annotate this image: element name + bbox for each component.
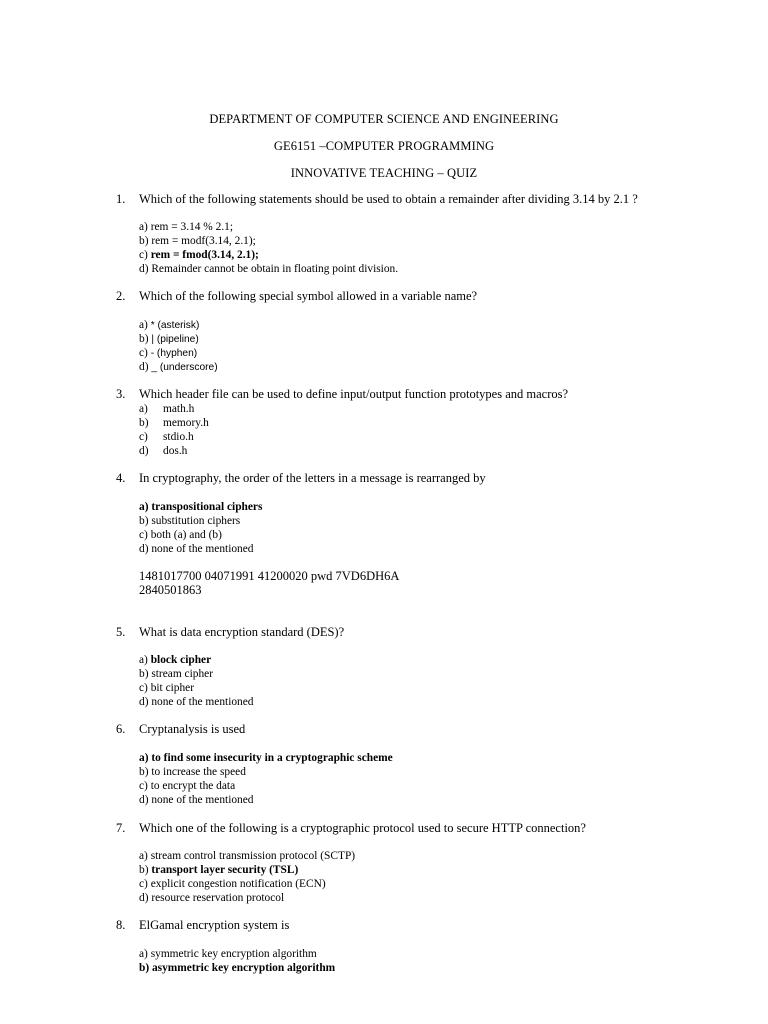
option: d) none of the mentioned [139, 543, 254, 555]
question-text: ElGamal encryption system is [139, 918, 290, 932]
question-6-options [139, 751, 393, 807]
course-title: GE6151 –COMPUTER PROGRAMMING [273, 139, 495, 153]
question-text: What is data encryption standard (DES)? [139, 625, 345, 639]
option-correct [139, 863, 355, 877]
option: d) resource reservation protocol [139, 892, 285, 904]
option: b) rem = modf(3.14, 2.1); [139, 235, 256, 247]
question-7-options [139, 849, 355, 905]
option: c) bit cipher [139, 682, 195, 694]
option-text: stdio.h [163, 431, 194, 443]
option: b) to increase the speed [139, 766, 246, 778]
question-4-options [139, 500, 262, 556]
question-3-options [139, 402, 209, 458]
option [139, 416, 209, 430]
option-letter: a) [139, 403, 148, 415]
option-prefix: b) [139, 333, 152, 345]
question-text: Which one of the following is a cryptographic protocol used to secure HTTP connection? [139, 821, 586, 835]
option: a) symmetric key encryption algorithm [139, 948, 317, 960]
handwritten-note-line: 1481017700 04071991 41200020 pwd 7VD6DH6A [139, 569, 400, 583]
option-prefix: c) [139, 249, 151, 261]
option [139, 318, 218, 332]
option-prefix: b) [139, 864, 152, 876]
option-letter: d) [139, 445, 149, 457]
question-text: Which of the following statements should be used to obtain a remainder after dividing 3.14 by 2.1 ? [139, 192, 638, 206]
question-8-options [139, 947, 335, 975]
option-correct: b) asymmetric key encryption algorithm [139, 962, 336, 974]
option: d) none of the mentioned [139, 696, 254, 708]
question-number: 7. [116, 821, 126, 835]
option-text: math.h [163, 403, 195, 415]
option-letter: c) [139, 431, 148, 443]
option: d) none of the mentioned [139, 794, 254, 806]
question-5-options [139, 653, 254, 709]
question-number: 1. [116, 192, 126, 206]
option-text: | (pipeline) [151, 334, 199, 345]
option: b) stream cipher [139, 668, 214, 680]
option [139, 360, 218, 374]
question-text: Which header file can be used to define input/output function prototypes and macros? [139, 387, 569, 401]
department-title: DEPARTMENT OF COMPUTER SCIENCE AND ENGINEERING [209, 112, 559, 126]
option-text: memory.h [163, 417, 209, 429]
option-text: - (hyphen) [150, 348, 198, 359]
option-prefix: c) [139, 347, 151, 359]
option-correct-text: block cipher [150, 654, 212, 666]
option: c) both (a) and (b) [139, 529, 222, 541]
option [139, 332, 218, 346]
option [139, 430, 209, 444]
option-correct: a) transpositional ciphers [139, 501, 263, 513]
question-2-options [139, 318, 218, 374]
option-correct: a) to find some insecurity in a cryptographic scheme [139, 752, 393, 764]
question-number: 2. [116, 289, 126, 303]
question-number: 8. [116, 918, 126, 932]
quiz-title: INNOVATIVE TEACHING – QUIZ [290, 166, 478, 180]
question-1-options [139, 220, 398, 276]
option: d) Remainder cannot be obtain in floating point division. [139, 263, 399, 275]
option [139, 346, 218, 360]
option-correct-text: transport layer security (TSL) [151, 864, 299, 876]
option: a) rem = 3.14 % 2.1; [139, 221, 234, 233]
option-text: * (asterisk) [150, 320, 200, 331]
option-prefix: a) [139, 654, 151, 666]
option-correct-text: rem = fmod(3.14, 2.1); [150, 249, 259, 261]
question-number: 6. [116, 722, 126, 736]
question-number: 4. [116, 471, 126, 485]
handwritten-note-line: 2840501863 [139, 583, 202, 597]
question-number: 3. [116, 387, 126, 401]
option-correct [139, 248, 398, 262]
option [139, 444, 209, 458]
question-text: Which of the following special symbol allowed in a variable name? [139, 289, 478, 303]
question-text: In cryptography, the order of the letters in a message is rearranged by [139, 471, 486, 485]
option: a) stream control transmission protocol (SCTP) [139, 850, 356, 862]
option-correct [139, 653, 254, 667]
option: b) substitution ciphers [139, 515, 241, 527]
question-text: Cryptanalysis is used [139, 722, 246, 736]
option-text: _ (underscore) [151, 362, 218, 373]
option-prefix: d) [139, 361, 152, 373]
option: c) to encrypt the data [139, 780, 236, 792]
option-prefix: a) [139, 319, 151, 331]
option-letter: b) [139, 417, 149, 429]
option [139, 402, 209, 416]
option-text: dos.h [163, 445, 188, 457]
option: c) explicit congestion notification (ECN) [139, 878, 326, 890]
question-number: 5. [116, 625, 126, 639]
